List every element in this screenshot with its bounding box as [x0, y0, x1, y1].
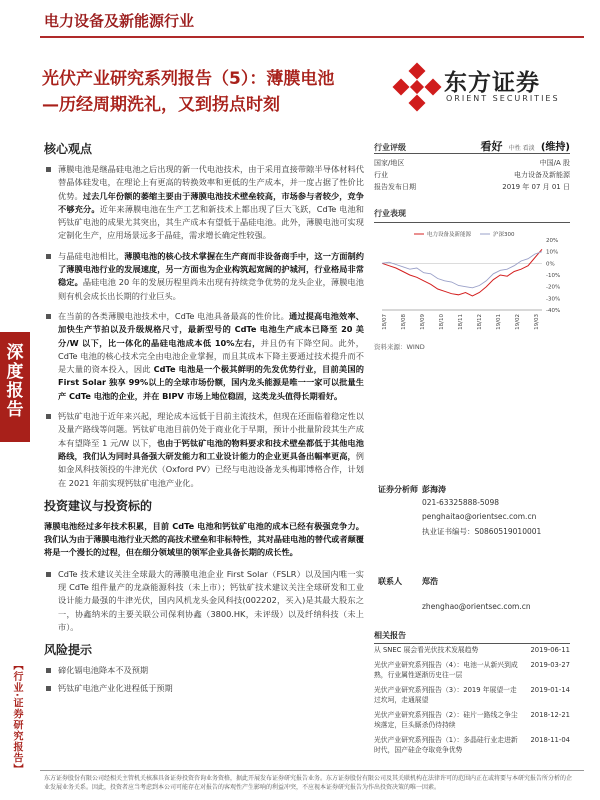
- y-tick-label: -10%: [546, 273, 561, 279]
- risk-item: 钙钛矿电池产业化进程低于预期: [44, 682, 364, 695]
- risks-heading: 风险提示: [44, 643, 93, 658]
- title-line-1: 光伏产业研究系列报告（5）：薄膜电池: [42, 69, 335, 89]
- core-view-item: [44, 410, 364, 490]
- related-report-item[interactable]: [374, 710, 570, 731]
- related-report-item[interactable]: [374, 735, 570, 756]
- performance-header: [374, 208, 570, 223]
- related-report-title: 光伏产业研究系列报告（4）：电池一从新兴到成熟，行业属性逐渐历史往一层: [374, 660, 518, 679]
- y-tick-label: -40%: [546, 308, 561, 314]
- contact-role-label: 联系人: [378, 577, 402, 586]
- investment-summary: 薄膜电池经过多年技术积累，目前 CdTe 电池和钙钛矿电池的成本已经有极强竞争力。我们认为由于薄膜电池行业天然的高技术壁垒和非标特性，其对晶硅电池的替代或者颠覆将是一个漫长的过程，但在细分领域里的领军企业具备长期的成长性。: [44, 520, 364, 558]
- core-view-item: [44, 163, 364, 243]
- detail-value: 中国/A 股: [539, 159, 570, 167]
- related-report-title: 从 SNEC 展会看光伏技术发展趋势: [374, 646, 479, 654]
- logo-text-cn: 东方证券: [444, 70, 540, 96]
- investment-targets: CdTe 技术建议关注全球最大的薄膜电池企业 First Solar（FSLR）以及国内唯一实现 CdTe 组件量产的龙焱能源科技（未上市）；钙钛矿技术建议关注全球研发和工业设计能力最强的牛津光伏，国内风机龙头金风科技(002202，买入)是其最大股东之一，协鑫纳米的主要关联公司保利协鑫（3800.HK，未评级）以及纤纳科技（未上市）。: [44, 568, 364, 634]
- related-report-title: 光伏产业研究系列报告（2）：硅片一路线之争尘埃落定，巨头厮杀仍待持续: [374, 710, 518, 729]
- body-text: 与晶硅电池相比，: [58, 250, 125, 261]
- y-tick-label: -30%: [546, 296, 561, 303]
- related-reports-heading: 相关报告: [374, 630, 570, 644]
- detail-key: 行业: [374, 171, 388, 179]
- rating-status: (维持): [540, 142, 570, 153]
- related-report-title: 光伏产业研究系列报告（1）：多晶硅行业走进新时代，国产硅企夺取竞争优势: [374, 735, 518, 754]
- core-view-item: [44, 310, 364, 403]
- orient-logo-icon: [392, 60, 446, 114]
- detail-value: 2019 年 07 月 01 日: [502, 183, 570, 191]
- report-type-label: 深度报告: [6, 343, 24, 420]
- chart-source: 资料来源：WIND: [374, 343, 425, 351]
- rating-value: 看好: [480, 140, 503, 153]
- detail-row: [374, 157, 570, 169]
- series-line: [382, 249, 542, 296]
- company-logo: [392, 58, 572, 114]
- analyst-block: [378, 484, 570, 564]
- performance-chart: [374, 228, 570, 338]
- analyst-name: 彭海涛: [422, 485, 446, 494]
- risk-item: 碲化镉电池降本不及预期: [44, 664, 364, 677]
- core-views-heading: 核心观点: [44, 142, 93, 156]
- y-tick-label: 20%: [546, 238, 559, 244]
- body-text: 近年来薄膜电池在生产工艺和新技术上都出现了巨大飞跃，CdTe 电池和钙钛矿电池的成果尤其突出，其生产成本有望低于晶硅电池。此外，薄膜电池可实现定制化生产，应用场景远多于晶硅，需求增长确定性较强。: [58, 203, 364, 241]
- body-text: 例如金风科技领投的牛津光伏（Oxford PV）已经与电池设备龙头梅耶博格合作，计划在 2021 年前实现钙钛矿电池产业化。: [58, 450, 364, 488]
- analyst-email[interactable]: penghaitao@orientsec.com.cn: [422, 512, 537, 521]
- x-tick-label: 18/10: [439, 314, 445, 330]
- related-report-title: 光伏产业研究系列报告（3）：2019 年展望一走过坎坷，走通展望: [374, 685, 517, 704]
- investment-heading: 投资建议与投资标的: [44, 498, 153, 513]
- body-text: 晶硅电池 20 年的发展历程里尚未出现有持续竞争优势的龙头企业，薄膜电池则有机会成长出长期的行业巨头。: [58, 277, 364, 301]
- related-report-date: 2018-11-04: [530, 735, 570, 744]
- detail-key: 报告发布日期: [374, 183, 416, 191]
- main-content: [44, 140, 364, 702]
- rating-levels: 中性 看淡: [508, 145, 535, 152]
- sidebar: [0, 0, 30, 800]
- related-report-date: 2019-03-27: [530, 660, 570, 669]
- related-report-date: 2018-12-21: [530, 710, 570, 719]
- report-title: [42, 66, 382, 118]
- analyst-license: 执业证书编号：S0860519010001: [422, 527, 542, 536]
- rating-panel: [374, 138, 570, 193]
- y-tick-label: 10%: [546, 249, 559, 256]
- header-divider: [40, 36, 584, 38]
- performance-label: 行业表现: [374, 208, 570, 223]
- contact-email[interactable]: zhenghao@orientsec.com.cn: [422, 602, 531, 611]
- rating-label: 行业评级: [374, 143, 406, 152]
- related-report-date: 2019-06-11: [530, 646, 570, 654]
- body-text: 在当前的各类薄膜电池技术中，CdTe 电池具备最高的性价比。: [58, 310, 290, 321]
- x-tick-label: 19/01: [496, 314, 502, 330]
- x-tick-label: 18/08: [401, 314, 407, 330]
- core-views-list: [44, 163, 364, 490]
- emphasis-text: 过去几年份额的萎缩主要由于薄膜电池技术壁垒较高，市场参与者较少，竞争不够充分。: [58, 190, 364, 214]
- x-tick-label: 19/02: [515, 314, 521, 330]
- related-report-item[interactable]: [374, 685, 570, 706]
- detail-row: [374, 169, 570, 181]
- detail-row: [374, 181, 570, 193]
- legend-label: 电力设备及新能源: [427, 232, 472, 238]
- x-tick-label: 19/03: [534, 314, 540, 330]
- logo-text-en: ORIENT SECURITIES: [446, 94, 560, 103]
- detail-key: 国家/地区: [374, 159, 405, 167]
- detail-value: 电力设备及新能源: [514, 171, 570, 179]
- contact-block: [378, 576, 570, 620]
- analyst-role-label: 证券分析师: [378, 485, 418, 494]
- body-text: 并且仍有下降空间。此外，CdTe 电池的核心技术完全由电池企业掌握，而且其成本下降主要通过技术提升而不是大量的资本投入，因此: [58, 337, 364, 375]
- emphasis-text: 通过提高电池效率、加快生产节拍以及升级规格尺寸，最新型号的 CdTe 电池生产成本已降至 20 美分/W 以下，比一体化的晶硅电池成本低 10%左右，: [58, 310, 364, 348]
- x-tick-label: 18/09: [420, 314, 426, 330]
- title-line-2: —历经周期洗礼，又到拐点时刻: [42, 95, 280, 115]
- report-series-label: 【行业·证券研究报告】: [11, 660, 22, 775]
- related-reports-list: [374, 645, 570, 760]
- emphasis-text: 薄膜电池的核心技术掌握在生产商而非设备商手中，这一方面制约了薄膜电池行业的发展速度，另一方面也为企业构筑起宽阔的护城河，行业格局非常稳定。: [58, 250, 364, 288]
- body-text: 钙钛矿电池于近年来兴起，理论成本远低于目前主流技术，但现在还面临着稳定性以及量产路线等问题。钙钛矿电池目前仍处于商业化于早期，预计小批量阶段其生产成本有望降至 1 元/W 以下，: [58, 411, 364, 448]
- legend-label: 沪深300: [493, 232, 515, 238]
- y-tick-label: -20%: [546, 284, 561, 291]
- body-text: 薄膜电池是继晶硅电池之后出现的新一代电池技术，由于采用直接带隙半导体材料代替晶体硅发电，在理论上有更高的转换效率和更低的生产成本，并一度占据了性价比优势。: [58, 164, 364, 201]
- rating-value-group: [480, 138, 570, 154]
- analyst-phone: 021-63325888-5098: [422, 498, 499, 507]
- emphasis-text: CdTe 电池是一个极其鲜明的先发优势行业，目前美国的 First Solar 独享 99%以上的全球市场份额，国内龙头能源是唯一一家可以批量生产 CdTe 电池的企业，并在 BIPV 市场上地位稳固，这类龙头值得长期看好。: [58, 364, 364, 401]
- core-view-item: [44, 250, 364, 303]
- report-type-badge: [0, 332, 30, 442]
- rating-row: [374, 138, 570, 154]
- related-report-item[interactable]: [374, 660, 570, 681]
- related-report-date: 2019-01-14: [530, 685, 570, 694]
- disclaimer-footer: 东方证券股份有限公司经相关主管机关核准具备证券投资咨询业务资格，据此开展发布证券研究报告业务。东方证券股份有限公司及其关联机构在法律许可的范围内正在或将要与本研究报告所分析的企业发展业务关系。因此，投资者应当考虑到本公司可能存在对报告的客观性产生影响的利益冲突，不应视本证券研究报告为作出投资决策的唯一因素。: [44, 775, 572, 791]
- emphasis-text: 也由于钙钛矿电池的物料要求和技术壁垒都低于其他电池路线，我们认为同时具备强大研发能力和工业设计能力的企业更具备出幅率更高，: [58, 437, 364, 461]
- x-tick-label: 18/11: [458, 314, 464, 330]
- contact-name: 郑浩: [422, 577, 438, 586]
- x-tick-label: 18/12: [477, 314, 483, 330]
- report-category: 电力设备及新能源行业: [44, 12, 195, 30]
- footer-divider: [40, 770, 584, 771]
- x-tick-label: 18/07: [382, 314, 388, 330]
- y-tick-label: 0%: [546, 261, 555, 268]
- rating-details: [374, 157, 570, 193]
- related-report-item[interactable]: [374, 645, 570, 656]
